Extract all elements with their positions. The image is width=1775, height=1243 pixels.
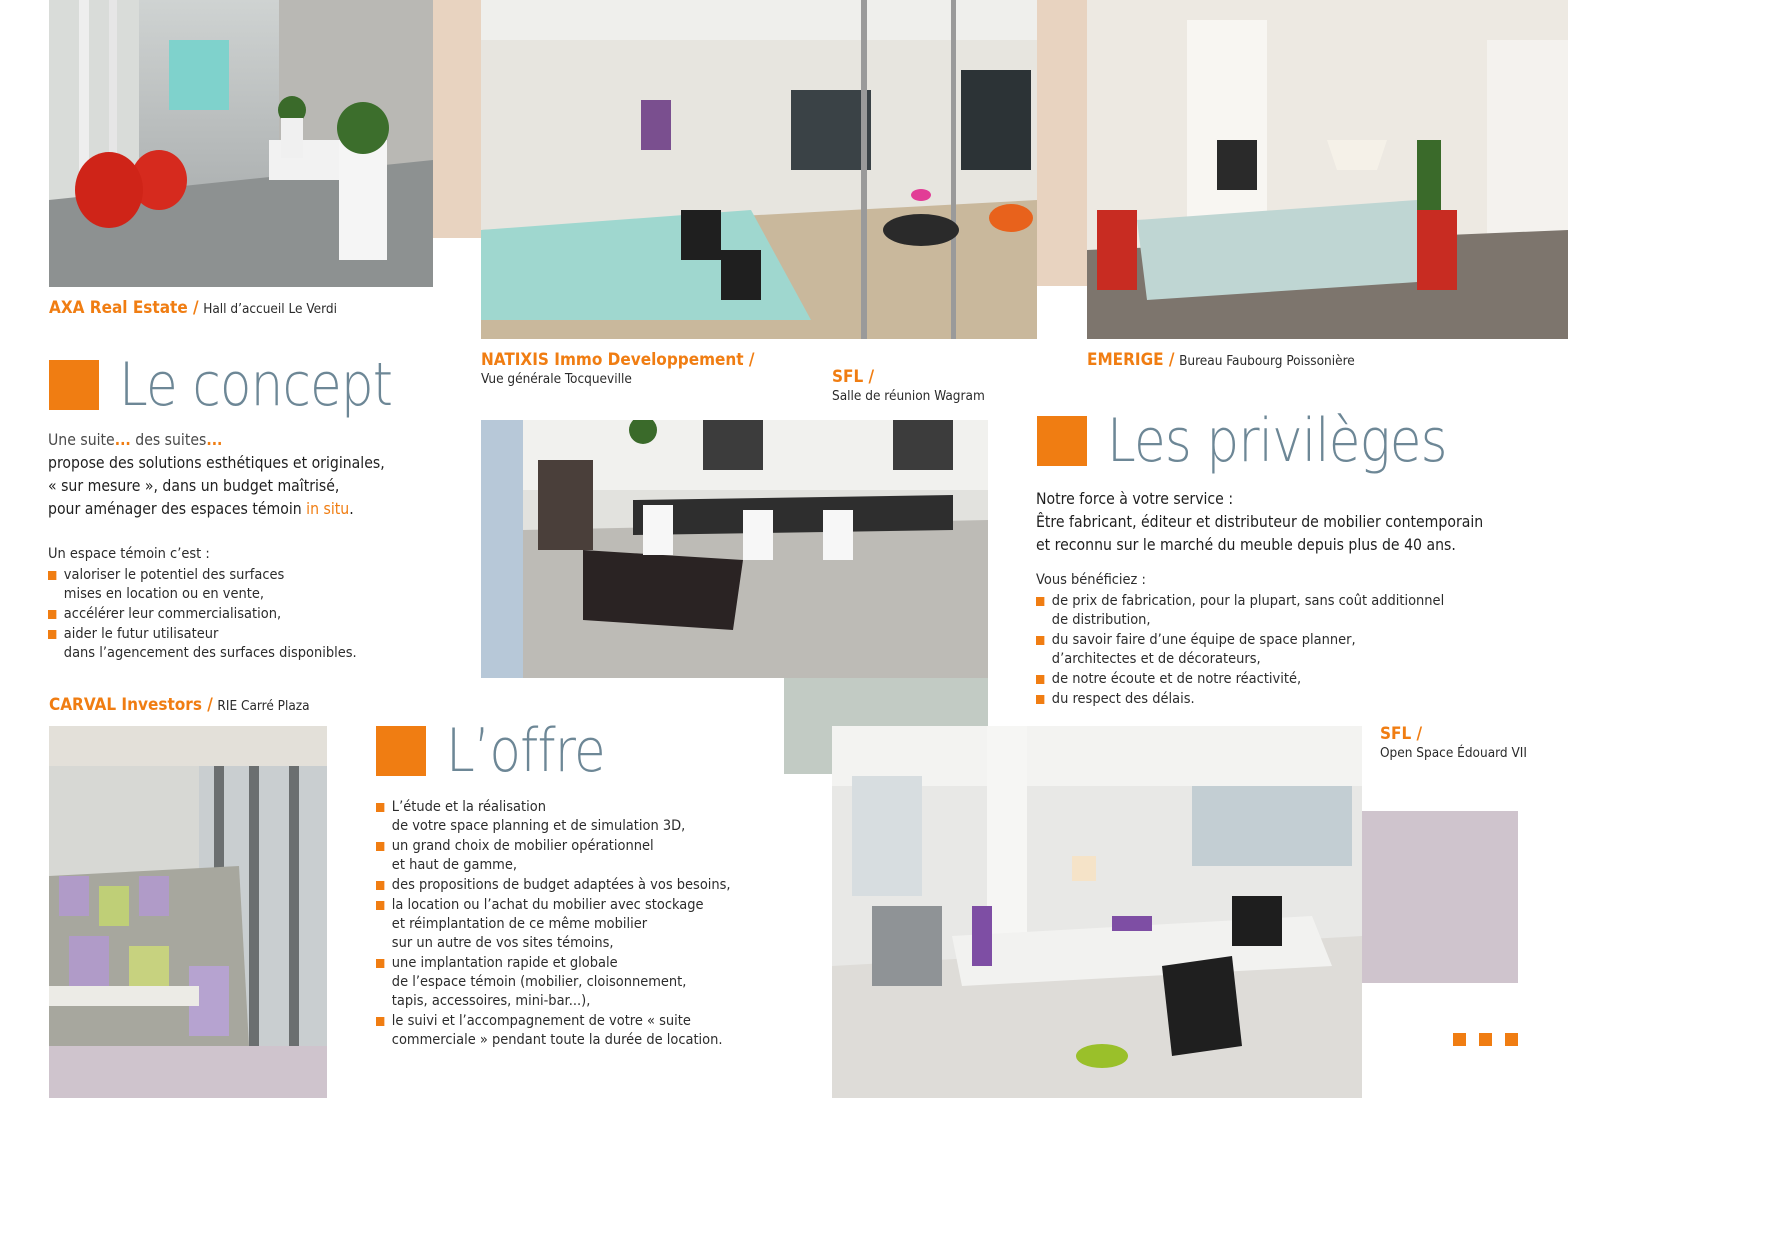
bullet-item: de notre écoute et de notre réactivité, (1036, 670, 1444, 689)
caption-axa (49, 298, 337, 319)
photo-sfl-wagram (523, 420, 988, 678)
bullet-item: L’étude et la réalisation de votre space planning et de simulation 3D, (376, 798, 731, 836)
orange-square-icon (49, 360, 99, 410)
dot (1505, 1033, 1518, 1046)
caption-location: Bureau Faubourg Poissonière (1179, 353, 1355, 369)
section-title: L’offre (446, 716, 605, 786)
caption-brand: CARVAL Investors / (49, 695, 213, 715)
caption-sfl-edouard (1380, 724, 1527, 762)
photo-carval-restaurant (49, 726, 327, 1046)
concept-heading (49, 350, 437, 420)
orange-square-icon (376, 726, 426, 776)
bullet-item: une implantation rapide et globale de l’espace témoin (mobilier, cloisonnement, tapis, accessoires, mini-bar...), (376, 954, 731, 1011)
concept-body (48, 545, 357, 663)
lead-line: Notre force à votre service : (1036, 489, 1234, 508)
caption-natixis (481, 350, 755, 388)
offre-heading (376, 716, 631, 786)
caption-brand: SFL / (832, 367, 875, 387)
section-title: Le concept (119, 350, 393, 420)
lead-line: propose des solutions esthétiques et originales, (48, 453, 385, 472)
intro-text: Un espace témoin c’est : (48, 546, 210, 562)
bullet-item: de prix de fabrication, pour la plupart, sans coût additionnel de distribution, (1036, 592, 1444, 630)
page-dots-icon (1453, 1033, 1519, 1047)
bullet-item: du savoir faire d’une équipe de space planner, d’architectes et de décorateurs, (1036, 631, 1444, 669)
privileges-body (1036, 571, 1444, 709)
caption-location: Open Space Édouard VII (1380, 745, 1527, 762)
photo-axa-lobby (49, 0, 433, 287)
lead-line: Une suite... des suites... (48, 430, 223, 449)
mauve-block-right (1362, 811, 1518, 983)
lead-line: Être fabricant, éditeur et distributeur de mobilier contemporain (1036, 512, 1484, 531)
orange-square-icon (1037, 416, 1087, 466)
photo-emerige-office (1087, 0, 1568, 339)
lead-line: et reconnu sur le marché du meuble depuis plus de 40 ans. (1036, 535, 1456, 554)
caption-sfl-wagram (832, 367, 985, 405)
blue-block-mid (481, 420, 523, 678)
bullet-item: du respect des délais. (1036, 690, 1444, 709)
bullet-item: accélérer leur commercialisation, (48, 605, 357, 624)
bullet-item: aider le futur utilisateur dans l’agencement des surfaces disponibles. (48, 625, 357, 663)
bullet-item: le suivi et l’accompagnement de votre « suite commerciale » pendant toute la durée de location. (376, 1012, 731, 1050)
photo-sfl-open-space (832, 726, 1362, 1098)
photo-natixis-office (481, 0, 1037, 339)
beige-block-top (433, 0, 483, 238)
concept-lead (48, 428, 385, 520)
dot (1453, 1033, 1466, 1046)
caption-location: Vue générale Tocqueville (481, 371, 632, 388)
intro-text: Vous bénéficiez : (1036, 572, 1146, 588)
caption-brand: NATIXIS Immo Developpement / (481, 350, 755, 370)
offre-body (376, 798, 731, 1050)
caption-brand: SFL / (1380, 724, 1423, 744)
bullet-item: la location ou l’achat du mobilier avec stockage et réimplantation de ce même mobilier sur un autre de vos sites témoins, (376, 896, 731, 953)
bullet-item: des propositions de budget adaptées à vos besoins, (376, 876, 731, 895)
privileges-lead (1036, 487, 1483, 556)
caption-brand: EMERIGE / (1087, 350, 1175, 370)
privileges-heading (1037, 406, 1502, 476)
dot (1479, 1033, 1492, 1046)
caption-location: RIE Carré Plaza (217, 698, 310, 714)
lead-line: « sur mesure », dans un budget maîtrisé, (48, 476, 340, 495)
mauve-block-bottom-left (49, 1046, 327, 1098)
section-title: Les privilèges (1107, 406, 1447, 476)
bullet-item: valoriser le potentiel des surfaces mises en location ou en vente, (48, 566, 357, 604)
caption-location: Hall d’accueil Le Verdi (203, 301, 337, 317)
caption-emerige (1087, 350, 1355, 371)
caption-brand: AXA Real Estate / (49, 298, 199, 318)
caption-location: Salle de réunion Wagram (832, 388, 985, 405)
lead-line: pour aménager des espaces témoin in situ. (48, 499, 354, 518)
sage-block-top (1037, 0, 1087, 286)
bullet-item: un grand choix de mobilier opérationnel et haut de gamme, (376, 837, 731, 875)
caption-carval (49, 695, 310, 716)
